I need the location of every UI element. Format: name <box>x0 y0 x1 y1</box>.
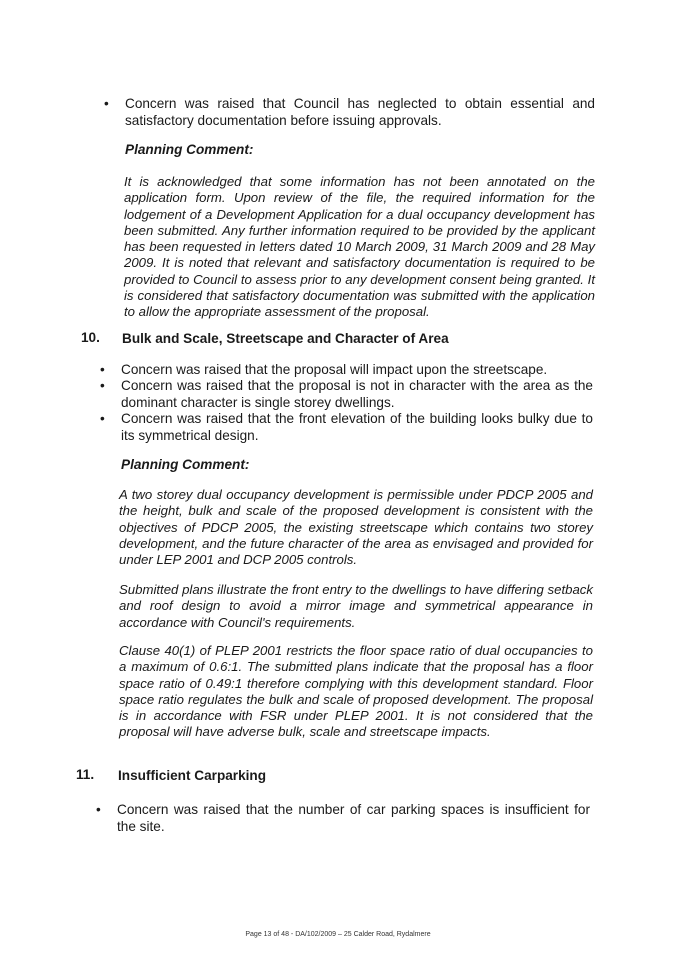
section-10-number: 10. <box>81 330 100 345</box>
planning-comment-paragraph-1: A two storey dual occupancy development is permissible under PDCP 2005 and the height, bulk and scale of the proposed development is consistent with the objectives of PDCP 2005, the existing streetscape which contains two storey development, and the future character of the area as envisaged and provided for under LEP 2001 and DCP 2005 controls. <box>119 487 593 568</box>
concern-character: Concern was raised that the proposal is not in character with the area as the dominant character is single storey dwellings. <box>121 378 593 410</box>
section-11-title: Insufficient Carparking <box>118 768 267 783</box>
concern-carparking: Concern was raised that the number of car parking spaces is insufficient for the site. <box>117 802 590 834</box>
bullet-marker: • <box>100 362 105 377</box>
planning-comment-paragraph-3: Clause 40(1) of PLEP 2001 restricts the floor space ratio of dual occupancies to a maximum of 0.6:1. The submitted plans indicate that the proposal has a floor space ratio of 0.49:1 therefore complying with this development standard. Floor space ratio regulates the bulk and scale of proposed development. The proposal is in accordance with FSR under PLEP 2001. It is not considered that the proposal will have adverse bulk, scale and streetscape impacts. <box>119 643 593 740</box>
section-10-title: Bulk and Scale, Streetscape and Character of Area <box>122 331 449 346</box>
concern-documentation: Concern was raised that Council has neglected to obtain essential and satisfactory documentation before issuing approvals. <box>125 96 595 128</box>
bullet-marker: • <box>100 411 105 426</box>
planning-comment-heading: Planning Comment: <box>125 142 254 157</box>
concern-streetscape: Concern was raised that the proposal will impact upon the streetscape. <box>121 362 548 377</box>
bullet-marker: • <box>100 378 105 393</box>
planning-comment-paragraph-2: Submitted plans illustrate the front entry to the dwellings to have differing setback and roof design to avoid a mirror image and symmetrical appearance in accordance with Council's requirements. <box>119 582 593 630</box>
planning-comment-heading: Planning Comment: <box>121 457 250 472</box>
bullet-marker: • <box>104 96 109 111</box>
page-footer: Page 13 of 48 - DA/102/2009 – 25 Calder Road, Rydalmere <box>245 931 431 938</box>
planning-comment-documentation: It is acknowledged that some information has not been annotated on the application form. Upon review of the file, the required information for the lodgement of a Development Application for a dual occupancy development has been submitted. Any further information required to be provided by the applicant has been requested in letters dated 10 March 2009, 31 March 2009 and 28 May 2009. It is noted that relevant and satisfactory documentation is required to be provided to Council to assess prior to any development consent being granted. It is considered that satisfactory documentation was submitted with the application to allow the appropriate assessment of the proposal. <box>124 174 595 320</box>
bullet-marker: • <box>96 802 101 817</box>
section-11-number: 11. <box>76 767 95 782</box>
concern-bulky: Concern was raised that the front elevation of the building looks bulky due to its symmetrical design. <box>121 411 593 443</box>
